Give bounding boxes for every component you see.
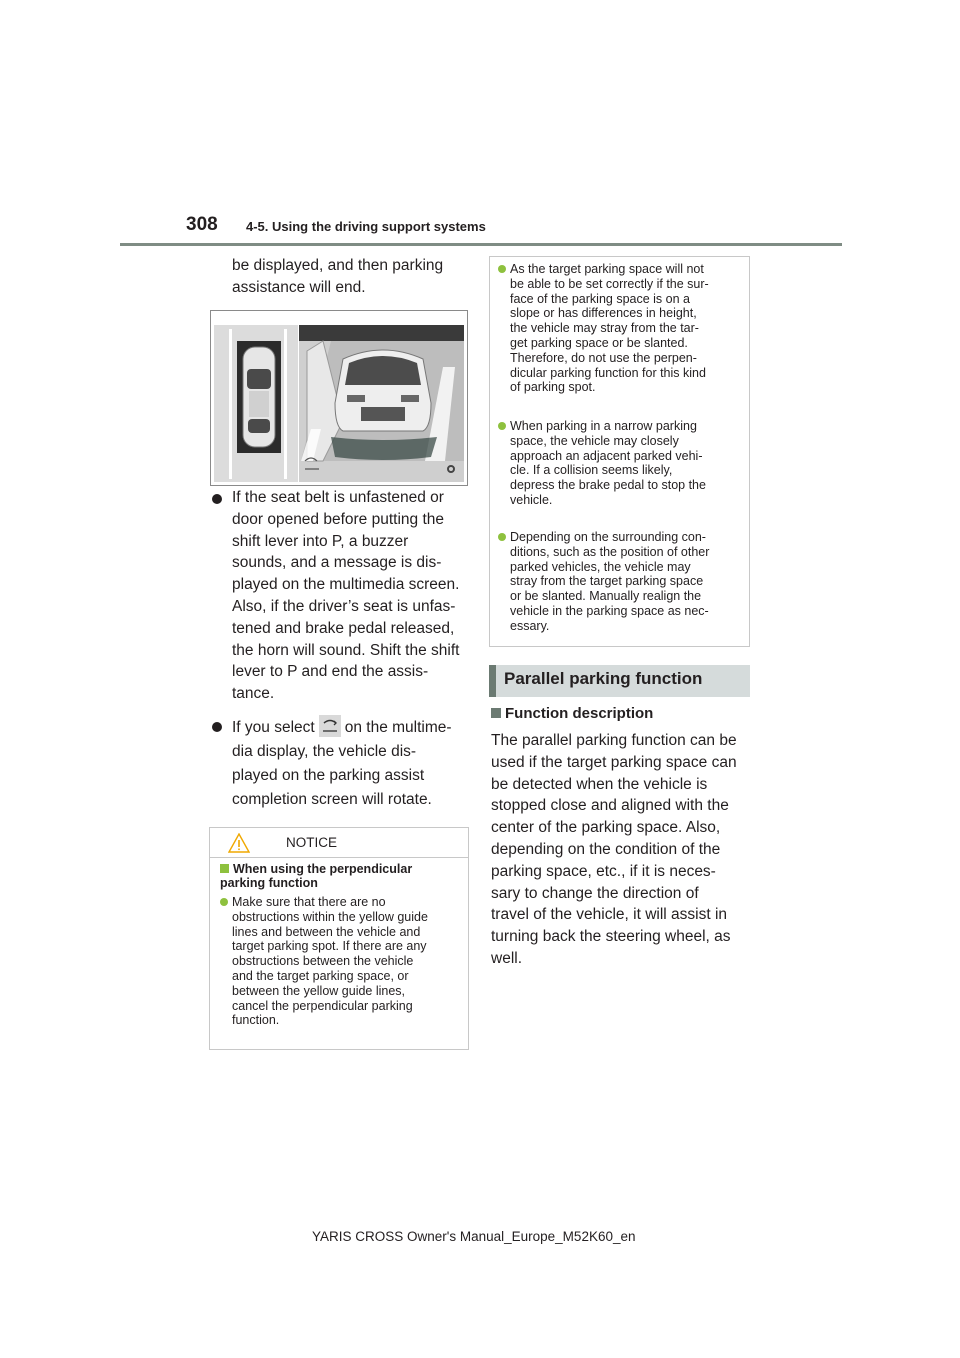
- bullet-rotate: [212, 715, 468, 812]
- notice-heading: When using the perpendicular parking function: [220, 862, 413, 890]
- bullet-seat-belt: [212, 487, 468, 705]
- rotate-view-icon: [319, 715, 341, 737]
- green-dot-icon: [498, 422, 506, 430]
- page-number: 308: [186, 214, 218, 235]
- green-dot-icon: [498, 533, 506, 541]
- square-bullet-icon: [220, 864, 229, 873]
- section-bar: [489, 665, 750, 697]
- warning-triangle-icon: [228, 833, 250, 853]
- bullet-rotate-before: If you select: [232, 719, 315, 736]
- section-title: 4-5. Using the driving support systems: [246, 219, 486, 234]
- caution-box: [489, 256, 750, 647]
- notice-item: Make sure that there are no obstructions within the yellow guide lines and between the vehicle and target parking spot. If there are any obstructions between the vehicle and the target parking space, or between the yellow guide lines, cancel the perpendicular parking function.: [220, 895, 464, 1028]
- bullet-seat-belt-text: If the seat belt is unfastened or door opened before putting the shift lever into P, a buzzer sounds, and a message is dis- played on the multimedia screen. Also, if the driver’s seat is unfas- tened and brake pedal released, the horn will sound. Shift the shift lever to P and end the assis- tance.: [232, 489, 460, 703]
- section-bar-title: Parallel parking function: [504, 669, 703, 688]
- lead-text: be displayed, and then parking assistance will end.: [232, 257, 444, 296]
- car-front-view-icon: [335, 350, 431, 431]
- bullet-dot: [212, 494, 222, 504]
- square-bullet-icon: [491, 708, 501, 718]
- notice-box: [209, 827, 469, 1050]
- caution-item-slope: As the target parking space will not be able to be set correctly if the sur- face of the parking space is on a slope or has differences in height, the vehicle may stray from the tar- get parking space or be slanted. Therefore, do not use the perpen- dicular parking function for this kind of parking spot.: [498, 262, 744, 395]
- bullet-rotate-text: dia display, the vehicle dis- played on the parking assist completion screen will rotate.: [232, 743, 432, 808]
- parking-screen-illustration: [211, 311, 467, 485]
- sub-heading: Function description: [491, 705, 653, 722]
- parking-screen-figure: [210, 310, 468, 486]
- caution-item-narrow: When parking in a narrow parking space, the vehicle may closely approach an adjacent parked vehi- cle. If a collision seems likely, depress the brake pedal to stop the vehicle.: [498, 419, 744, 508]
- green-dot-icon: [220, 898, 228, 906]
- function-description-text: The parallel parking function can be used if the target parking space can be detected when the vehicle is stopped close and aligned with the center of the parking space. Also, depending on the condition of the parking space, etc., if it is neces- sary to change the direction of travel of the vehicle, it will assist in turning back the steering wheel, as well.: [491, 732, 737, 967]
- notice-header: [210, 828, 468, 858]
- footer-text: YARIS CROSS Owner's Manual_Europe_M52K60_en: [312, 1229, 636, 1244]
- bullet-rotate-after: on the multime-: [344, 719, 452, 736]
- bullet-dot: [212, 722, 222, 732]
- notice-title: NOTICE: [286, 835, 338, 850]
- section-bar-accent: [489, 665, 496, 697]
- header-rule: [120, 243, 842, 246]
- car-top-view-icon: [243, 347, 275, 447]
- caution-item-surrounding: Depending on the surrounding con- ditions, such as the position of other parked vehicles, the vehicle may stray from the target parking space or be slanted. Manually realign the vehicle in the parking space as nec- essary.: [498, 530, 744, 634]
- green-dot-icon: [498, 265, 506, 273]
